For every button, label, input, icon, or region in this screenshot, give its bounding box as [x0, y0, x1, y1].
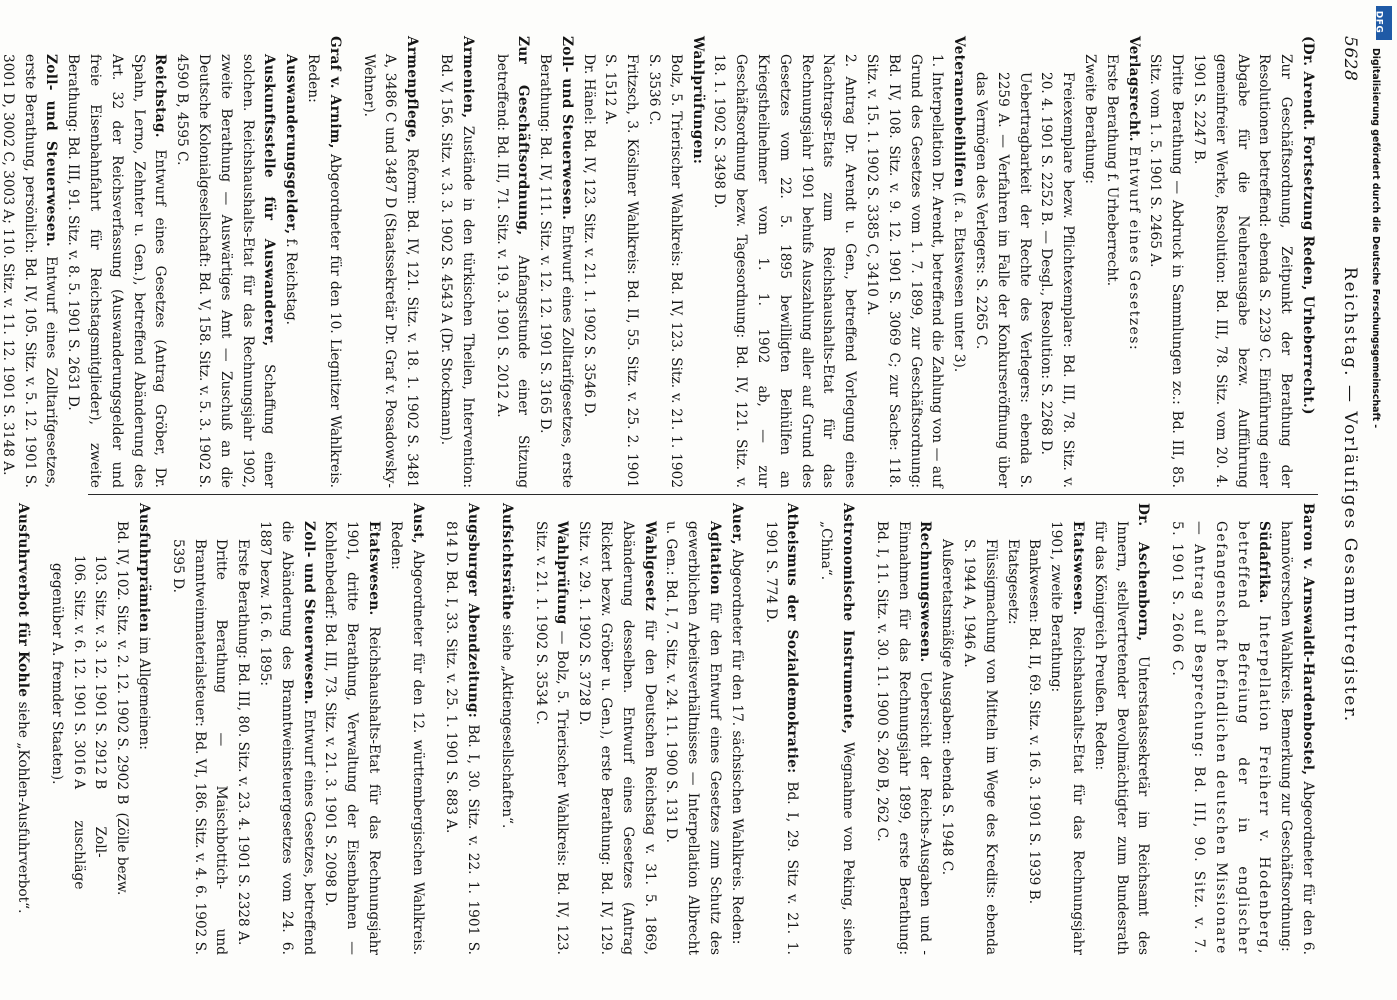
subentry: Zoll- und Steuerwesen. Entwurf eines Zolltarifgesetzes, erste Berathung: Bd. IV, 111. Sitz. v. 12. 12. 1901 S. 3165 D.: [537, 36, 575, 488]
column-divider: [88, 494, 1318, 495]
entry-text: Flüssigmachung von Mitteln im Wege des Kredits: ebenda S. 1944 A, 1946 A.: [961, 539, 999, 955]
subentry: Wahlprüfungen:: [689, 36, 706, 165]
digitization-credit: Digitalisierung gefördert durch die Deutsche Forschungsgemeinschaft -: [1370, 48, 1381, 429]
index-entry: Astronomische Instrumente, Wegnahme von Peking, siehe „China“.: [818, 503, 857, 955]
index-entry: Armenien, Zustände in den türkischen Theilen, Intervention: Bd. V, 156. Sitz. v. 3. 3. 1902 S. 4543 A (Dr. Stockmann).: [437, 36, 476, 488]
entry-text: 2. Antrag Dr. Arendt u. Gen., betreffend Vorlegung eines Nachtrags-Etats zum Reichshaushalts-Etat für das Rechnungsjahr 1901 behufs Auszahlung aller auf Grund des Gesetzes vom 22. 5. 1895 bewilligten Beihülfen an Kriegstheilnehmer vom 1. 1. 1902 ab, — zur Geschäftsordnung bezw. Tagesordnung: Bd. IV, 121. Sitz. v. 18. 1. 1902 S. 3498 D.: [711, 54, 859, 488]
reference-line: 106. Sitz. v. 6. 12. 1901 S. 3016 A: [70, 555, 87, 790]
subentry: Südafrika. Interpellation Freiherr v. Hodenberg, betreffend Befreiung der in englischer Gefangenschaft befindlichen deutschen Missionare — Antrag auf Besprechung: Bd. III, 90. Sitz. v. 7. 5. 1901 S. 2606 C.: [1169, 521, 1273, 955]
index-entry: Atheismus der Sozialdemokratie: Bd. I, 29. Sitz v. 21. 1. 1901 S. 774 D.: [762, 503, 801, 955]
brace-line: (Zölle bezw.: [114, 812, 131, 896]
entry-text: Dritte Berathung — Maischbottich- und Branntweinmaterialsteuer: Bd. VI, 186. Sitz. v. 4. 6. 1902 S. 5395 D.: [169, 539, 230, 955]
index-entry: Aust, Abgeordneter für den 12. württembergischen Wahlkreis. Reden:: [387, 503, 426, 955]
page-number: 5628: [1340, 36, 1360, 82]
index-entry: Augsburger Abendzeitung: Bd. I, 30. Sitz. v. 22. 1. 1901 S. 814 D. Bd. I, 33. Sitz. v. 25. 1. 1901 S. 883 A.: [443, 503, 482, 955]
left-column: [0, 36, 1318, 488]
entry-text: Uebertragbarkeit der Rechte des Verlegers: ebenda S. 2259 A. — Verfahren im Falle der Konkurseröffnung über das Vermögen des Verlegers: S. 2265 C.: [973, 72, 1033, 488]
entry-text: gegenüber A. fremder Staaten).: [48, 563, 65, 785]
index-entry: Auer, Abgeordneter für den 17. sächsischen Wahlkreis. Reden:: [728, 503, 745, 945]
entry-text: Zweite Berathung:: [1082, 54, 1099, 184]
entry-text: Außeretatsmäßige Ausgaben: ebenda S. 1948 C.: [939, 539, 956, 876]
entry-text: Erste Berathung: Bd. III, 80. Sitz. v. 23. 4. 1901 S. 2328 A.: [235, 539, 252, 946]
subentry: Wahlprüfung — Bolz, 5. Trierischer Wahlkreis: Bd. IV, 123. Sitz. v. 21. 1. 1902 S. 3534 C.: [532, 521, 571, 955]
dfg-logo: DFG: [1376, 6, 1392, 40]
entry-text: Zur Geschäftsordnung, Zeitpunkt der Berathung der Resolutionen betreffend: ebenda S. 2239 C. Einführung einer Abgabe für die Neuherausgabe bezw. Aufführung gemeinfreier Werke, Resolution: Bd. III, 78. Sitz. vom 20. 4. 1901 S. 2247 B.: [1191, 54, 1295, 488]
entry-text: Erste Berathung f. Urheberrecht.: [1103, 54, 1120, 287]
entry-text: Dr. Hänel: Bd. IV, 123. Sitz. v. 21. 1. 1902 S. 3546 D.: [580, 54, 597, 418]
subentry: Zoll- und Steuerwesen. Entwurf eines Gesetzes, betreffend die Abänderung des Branntweinsteuergesetzes vom 24. 6. 1887 bezw. 16. 6. 1895:: [256, 521, 317, 956]
reference-line: 103. Sitz. v. 3. 12. 1901 S. 2912 B: [92, 555, 109, 790]
subentry: Verlagsrecht. Entwurf eines Gesetzes:: [1125, 36, 1142, 352]
entry-text: Bankwesen: Bd. II, 69. Sitz. v. 16. 3. 1901 S. 1939 B.: [1026, 539, 1043, 905]
entry-text: Bolz, 5. Trierischer Wahlkreis: Bd. IV, 123. Sitz. v. 21. 1. 1902 S. 3536 C.: [646, 54, 684, 488]
entry-text: Fritzsch, 3. Kösliner Wahlkreis: Bd. II, 55. Sitz. v. 25. 2. 1901 S. 1512 A.: [602, 54, 641, 488]
reference-line: Bd. IV, 102. Sitz. v. 2. 12. 1902 S. 2902 B: [114, 521, 131, 805]
subentry: Veteranenbeihilfen (f. a. Etatswesen unter 3).: [951, 36, 968, 373]
subentry: Etatswesen. Reichshaushalts-Etat für das Rechnungsjahr 1901, zweite Berathung:: [1048, 521, 1087, 955]
entry-text: Dritte Berathung — Abdruck in Sammlungen zc.: Bd. III, 85. Sitz. vom 1. 5. 1901 S. 2465 A.: [1147, 54, 1186, 488]
brace-line: Zoll-: [92, 826, 109, 858]
subentry: Rechnungswesen. Uebersicht der Reichs-Ausgaben und -Einnahmen für das Rechnungsjahr 1899, erste Berathung: Bd. I, 11. Sitz. v. 30. 11. 1900 S. 260 B, 262 C.: [873, 521, 934, 955]
subentry: Agitation für den Entwurf eines Gesetzes zum Schutz des gewerblichen Arbeitsverhältnisses — Interpellation Albrecht u. Gen.: Bd. I, 7. Sitz. v. 24. 11. 1900 S. 131 D.: [663, 521, 724, 955]
index-entry: Dr. Aschenborn, Unterstaatssekretär im Reichsamt des Innern, stellvertretender Bevollmächtigter zum Bundesrath für das Königreich Preußen. Reden:: [1091, 503, 1152, 955]
entry-text: Freiexemplare bezw. Pflichtexemplare: Bd. III, 78. Sitz. v. 20. 4. 1901 S. 2252 B. — Desgl., Resolution: S. 2268 D.: [1038, 72, 1077, 488]
ausfuhr-references: [67, 503, 132, 955]
index-entry: Ausfuhrverbot für Kohle siehe „Kohlen-Ausfuhrverbot“.: [14, 503, 31, 914]
index-entry: Armenpflege, Reform: Bd. IV, 121. Sitz. v. 18. 1. 1902 S. 3481 A, 3486 C und 3487 D (Staatssekretär Dr. Graf v. Posadowsky-Wehner).: [360, 36, 421, 488]
index-entry: Graf v. Arnim, Abgeordneter für den 10. Liegnitzer Wahlkreis. Reden:: [304, 36, 343, 488]
subentry: Zoll- und Steuerwesen. Entwurf eines Zolltarifgesetzes, erste Berathung, persönlich: Bd. IV, 105. Sitz. v. 5. 12. 1901 S. 3001 D, 3002 C, 3003 A; 110. Sitz. v. 11. 12. 1901 S. 3148 A.: [0, 54, 60, 488]
subentry: Reichstag. Entwurf eines Gesetzes (Antrag Gröber, Dr. Spahn, Lerno, Zehnter u. Gen.), betreffend Abänderung des Art. 32 der Reichsverfassung (Auswanderungsgelder und freie Eisenbahnfahrt für Reichstagsmitglieder), zweite Berathung: Bd. III, 91. Sitz. v. 8. 5. 1901 S. 2631 D.: [65, 54, 169, 488]
reference-lines: [67, 521, 132, 804]
entry-continuation-header: (Dr. Arendt. Fortsetzung Reden, Urheberrecht.): [1300, 36, 1316, 415]
subentry: Wahlgesetz für den Deutschen Reichstag v. 31. 5. 1869, Abänderung desselben. Entwurf eines Gesetzes (Antrag Rickert bezw. Gröber u. Gen.), erste Berathung: Bd. IV, 129. Sitz. v. 29. 1. 1902 S. 3728 D.: [576, 521, 658, 955]
index-entry: Aufsichtsräthe siehe „Aktiengesellschaften“.: [498, 503, 515, 829]
index-entry: Baron v. Arnswaldt-Hardenbostel, Abgeordneter für den 6. hannöverschen Wahlkreis. Bemerkung zur Geschäftsordnung:: [1278, 503, 1316, 955]
subentry: Zur Geschäftsordnung, Anfangsstunde einer Sitzung betreffend: Bd. III, 71. Sitz. v. 19. 3. 1901 S. 2012 A.: [493, 36, 532, 488]
brace-note: [67, 804, 132, 955]
brace-line: zuschläge: [70, 820, 87, 890]
right-column: [0, 503, 1318, 955]
subentry: Etatswesen. Reichshaushalts-Etat für das Rechnungsjahr 1901, dritte Berathung, Verwaltung der Eisenbahnen — Kohlenbedarf: Bd. III, 73. Sitz. v. 21. 3. 1901 S. 2098 D.: [322, 521, 382, 955]
running-title: Reichstag. — Vorläufiges Gesammtregister.: [1340, 266, 1360, 724]
subentry: Auskunftsstelle für Auswanderer, Schaffung einer solchen. Reichshaushalts-Etat für das Rechnungsjahr 1902, zweite Berathung — Auswärtiges Amt — Zuschuß an die Deutsche Kolonialgesellschaft: Bd. V, 158. Sitz. v. 5. 3. 1902 S. 4590 B, 4595 C.: [174, 54, 278, 488]
index-entry: Ausfuhrprämien im Allgemeinen:: [135, 503, 152, 750]
page-header: [1330, 36, 1364, 954]
subentry: Auswanderungsgelder, f. Reichstag.: [283, 54, 300, 325]
entry-text: Etatsgesetz:: [1004, 539, 1021, 625]
entry-text: 1. Interpellation Dr. Arendt, betreffend die Zahlung von — auf Grund des Gesetzes vom 1. 7. 1899, zur Geschäftsordnung: Bd. IV, 108. Sitz. v. 9. 12. 1901 S. 3069 C; zur Sache: 118. Sitz. v. 15. 1. 1902 S. 3385 C, 3410 A.: [864, 54, 946, 488]
